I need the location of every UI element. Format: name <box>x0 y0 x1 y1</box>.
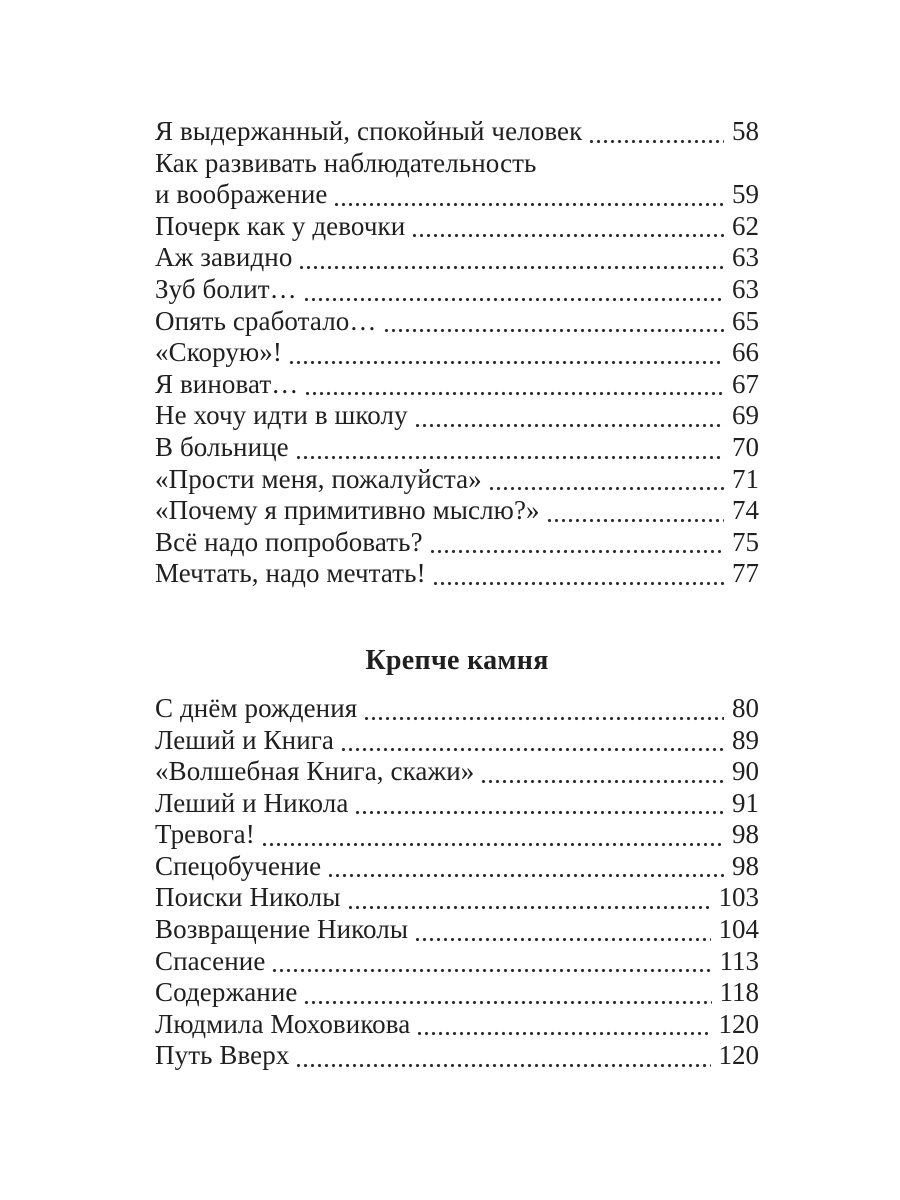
toc-entry-title: Путь Вверх <box>155 1040 290 1071</box>
dot-leader <box>479 756 724 788</box>
toc-entry <box>155 725 759 757</box>
toc-entry-page: 98 <box>732 850 759 881</box>
toc-entry-title: Поиски Николы <box>155 882 341 913</box>
toc-entry-title: Всё надо попробовать? <box>155 526 423 557</box>
toc-entry <box>155 337 759 369</box>
toc-entry <box>155 464 759 496</box>
toc-entry <box>155 819 759 851</box>
toc-entry <box>155 977 759 1009</box>
toc-entry-page: 63 <box>732 273 759 304</box>
table-of-contents <box>155 116 759 1072</box>
toc-entry <box>155 558 759 590</box>
dot-leader <box>487 464 724 496</box>
toc-entry-page: 120 <box>718 1040 759 1071</box>
toc-entry <box>155 400 759 432</box>
toc-entry-page: 70 <box>732 431 759 462</box>
dot-leader <box>302 274 724 306</box>
toc-entry <box>155 788 759 820</box>
toc-entry-title: Людмила Моховикова <box>155 1008 411 1039</box>
dot-leader <box>413 914 710 946</box>
toc-entry-page: 63 <box>732 242 759 273</box>
dot-leader <box>362 693 724 725</box>
dot-leader <box>431 558 724 590</box>
toc-entry-title: Тревога! <box>155 819 255 850</box>
dot-leader <box>415 1009 710 1041</box>
toc-entry-page: 71 <box>732 463 759 494</box>
toc-entry-page: 118 <box>719 977 759 1008</box>
section-heading: Крепче камня <box>365 644 549 676</box>
toc-entry-page: 89 <box>732 724 759 755</box>
toc-entry-title: В больнице <box>155 431 289 462</box>
toc-entry <box>155 148 759 180</box>
toc-entry <box>155 756 759 788</box>
toc-entry <box>155 693 759 725</box>
toc-entry-page: 69 <box>732 400 759 431</box>
toc-entry-title: Как развивать наблюдательность <box>155 147 537 178</box>
toc-entry-title: Мечтать, надо мечтать! <box>155 558 426 589</box>
toc-entry-page: 59 <box>732 179 759 210</box>
toc-entry <box>155 432 759 464</box>
dot-leader <box>339 725 724 757</box>
toc-entry-page: 58 <box>732 116 759 146</box>
dot-leader <box>413 400 724 432</box>
toc-entry <box>155 116 759 148</box>
toc-entry-page: 120 <box>718 1008 759 1039</box>
toc-entry <box>155 1040 759 1072</box>
toc-entry-page: 80 <box>732 692 759 723</box>
toc-section <box>155 644 759 1072</box>
dot-leader <box>302 977 711 1009</box>
dot-leader <box>326 851 724 883</box>
toc-entry <box>155 211 759 243</box>
toc-entry <box>155 851 759 883</box>
toc-entry-page: 113 <box>719 945 759 976</box>
toc-entry-page: 65 <box>732 305 759 336</box>
dot-leader <box>332 179 724 211</box>
toc-entry <box>155 914 759 946</box>
dot-leader <box>410 211 724 243</box>
dot-leader <box>428 527 724 559</box>
toc-entry-page: 77 <box>732 558 759 589</box>
dot-leader <box>587 116 724 148</box>
toc-entry-title: «Прости меня, пожалуйста» <box>155 463 482 494</box>
dot-leader <box>297 242 724 274</box>
dot-leader <box>353 788 724 820</box>
toc-entry-title: Леший и Никола <box>155 787 349 818</box>
toc-entry-page: 91 <box>732 787 759 818</box>
toc-entry <box>155 306 759 338</box>
toc-entry-page: 103 <box>718 882 759 913</box>
toc-entry-title: «Волшебная Книга, скажи» <box>155 756 475 787</box>
toc-entry <box>155 882 759 914</box>
toc-entry-page: 67 <box>732 368 759 399</box>
dot-leader <box>545 495 724 527</box>
dot-leader <box>260 819 724 851</box>
toc-entry-title: Почерк как у девочки <box>155 210 406 241</box>
dot-leader <box>287 337 724 369</box>
toc-entry-title: Спасение <box>155 945 266 976</box>
toc-entry-page: 104 <box>718 914 759 945</box>
toc-entry-page: 90 <box>732 756 759 787</box>
toc-entry-page: 74 <box>732 495 759 526</box>
toc-entry-title: «Почему я примитивно мыслю?» <box>155 495 540 526</box>
toc-entry-title: Содержание <box>155 977 298 1008</box>
toc-entry-page: 75 <box>732 526 759 557</box>
dot-leader <box>294 1040 710 1072</box>
toc-entry-title: Спецобучение <box>155 850 322 881</box>
toc-entry <box>155 495 759 527</box>
toc-section <box>155 116 759 590</box>
toc-entry-title: Возвращение Николы <box>155 914 409 945</box>
toc-entry-title: Опять сработало… <box>155 305 377 336</box>
toc-entry <box>155 369 759 401</box>
toc-entry <box>155 946 759 978</box>
section-entries <box>155 116 759 590</box>
toc-entry <box>155 242 759 274</box>
toc-entry-page: 66 <box>732 337 759 368</box>
toc-entry-title: Зуб болит… <box>155 273 297 304</box>
toc-entry-title: С днём рождения <box>155 692 358 723</box>
toc-entry-page: 98 <box>732 819 759 850</box>
toc-entry <box>155 274 759 306</box>
dot-leader <box>294 432 724 464</box>
dot-leader <box>382 306 724 338</box>
dot-leader <box>303 369 724 401</box>
toc-entry <box>155 527 759 559</box>
section-entries <box>155 693 759 1072</box>
toc-entry-title: Не хочу идти в школу <box>155 400 408 431</box>
toc-entry-title: и воображение <box>155 179 328 210</box>
toc-entry-title: Аж завидно <box>155 242 293 273</box>
toc-entry-title: Я выдержанный, спокойный человек <box>155 116 583 146</box>
toc-entry <box>155 179 759 211</box>
dot-leader <box>346 882 711 914</box>
dot-leader <box>270 946 711 978</box>
toc-entry-title: «Скорую»! <box>155 337 282 368</box>
toc-entry-title: Леший и Книга <box>155 724 335 755</box>
toc-entry <box>155 1009 759 1041</box>
toc-entry-title: Я виноват… <box>155 368 299 399</box>
toc-entry-page: 62 <box>732 210 759 241</box>
